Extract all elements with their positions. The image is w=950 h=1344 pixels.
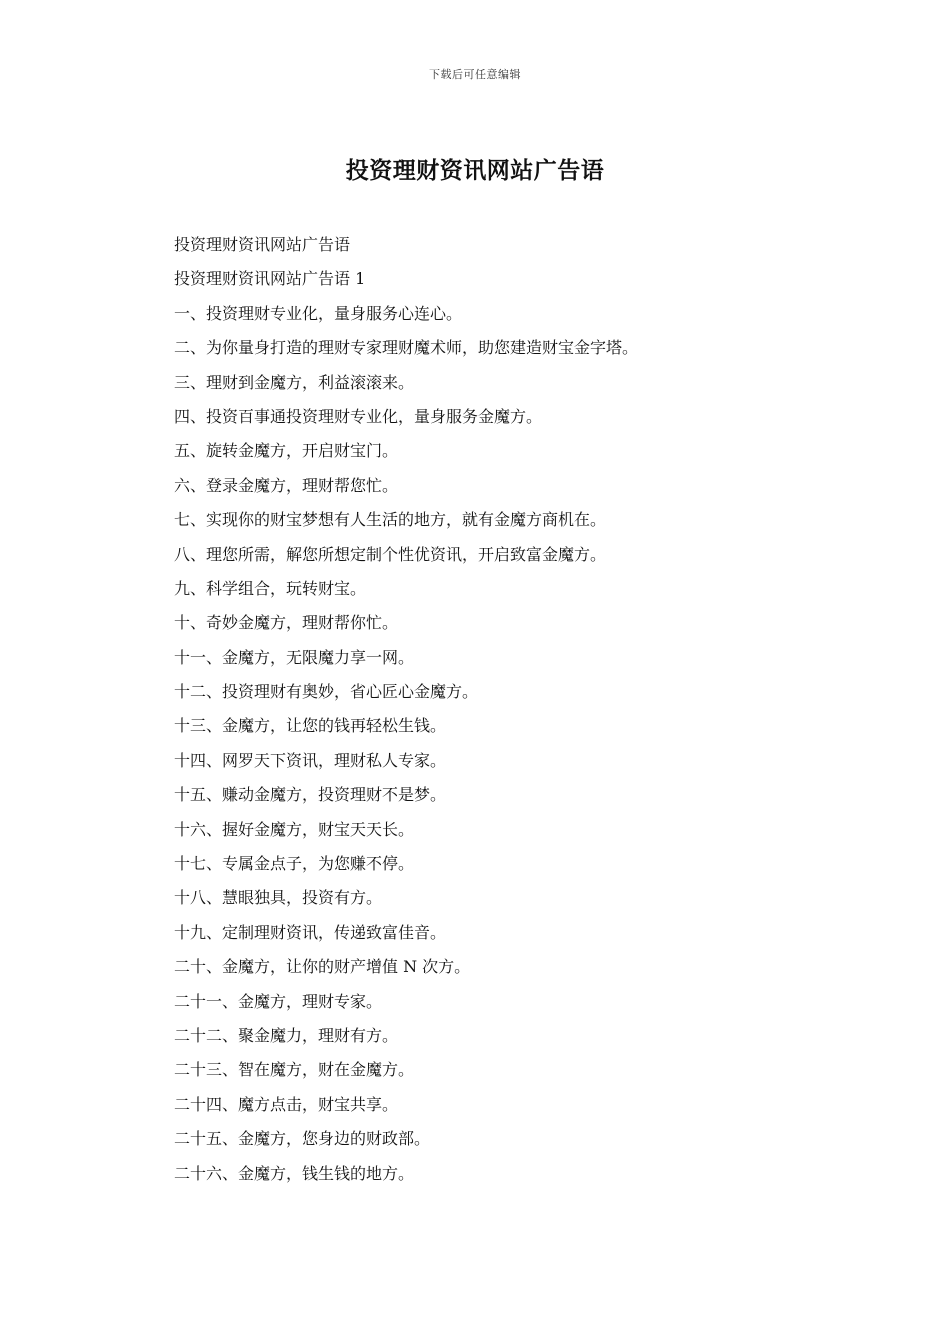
slogan-line: 十一、金魔方，无限魔力享一网。 — [174, 647, 415, 667]
document-title: 投资理财资讯网站广告语 — [345, 157, 605, 184]
slogan-line: 二十、金魔方，让你的财产增值 N 次方。 — [174, 957, 471, 977]
slogan-line: 六、登录金魔方，理财帮您忙。 — [174, 475, 399, 495]
slogan-line: 十八、慧眼独具，投资有方。 — [174, 888, 383, 908]
slogan-line: 五、旋转金魔方，开启财宝门。 — [174, 441, 399, 461]
slogan-line: 十七、专属金点子，为您赚不停。 — [174, 854, 415, 874]
slogan-line: 十五、赚动金魔方，投资理财不是梦。 — [174, 785, 447, 805]
slogan-line: 一、投资理财专业化，量身服务心连心。 — [174, 303, 463, 323]
slogan-line: 八、理您所需，解您所想定制个性优资讯，开启致富金魔方。 — [174, 544, 607, 564]
body-section-heading: 投资理财资讯网站广告语 1 — [174, 269, 366, 289]
slogan-line: 二、为你量身打造的理财专家理财魔术师，助您建造财宝金字塔。 — [174, 338, 639, 358]
slogan-line: 七、实现你的财宝梦想有人生活的地方，就有金魔方商机在。 — [174, 510, 607, 530]
slogan-line: 十六、握好金魔方，财宝天天长。 — [174, 819, 415, 839]
slogan-line: 二十四、魔方点击，财宝共享。 — [174, 1094, 399, 1114]
slogan-line: 十三、金魔方，让您的钱再轻松生钱。 — [174, 716, 447, 736]
slogan-line: 九、科学组合，玩转财宝。 — [174, 578, 367, 598]
slogan-line: 十九、定制理财资讯，传递致富佳音。 — [174, 922, 447, 942]
document-body — [174, 231, 874, 1194]
slogan-line: 四、投资百事通投资理财专业化，量身服务金魔方。 — [174, 406, 543, 426]
header-note: 下载后可任意编辑 — [429, 68, 521, 81]
slogan-line: 十四、网罗天下资讯，理财私人专家。 — [174, 750, 447, 770]
slogan-line: 三、理财到金魔方，利益滚滚来。 — [174, 372, 415, 392]
slogan-line: 十二、投资理财有奥妙，省心匠心金魔方。 — [174, 682, 479, 702]
slogan-line: 二十三、智在魔方，财在金魔方。 — [174, 1060, 415, 1080]
slogan-line: 十、奇妙金魔方，理财帮你忙。 — [174, 613, 399, 633]
slogan-line: 二十六、金魔方，钱生钱的地方。 — [174, 1163, 415, 1183]
slogan-line: 二十一、金魔方，理财专家。 — [174, 991, 383, 1011]
slogan-line: 二十五、金魔方，您身边的财政部。 — [174, 1129, 431, 1149]
slogan-line: 二十二、聚金魔力，理财有方。 — [174, 1025, 399, 1045]
body-subtitle: 投资理财资讯网站广告语 — [174, 235, 351, 254]
